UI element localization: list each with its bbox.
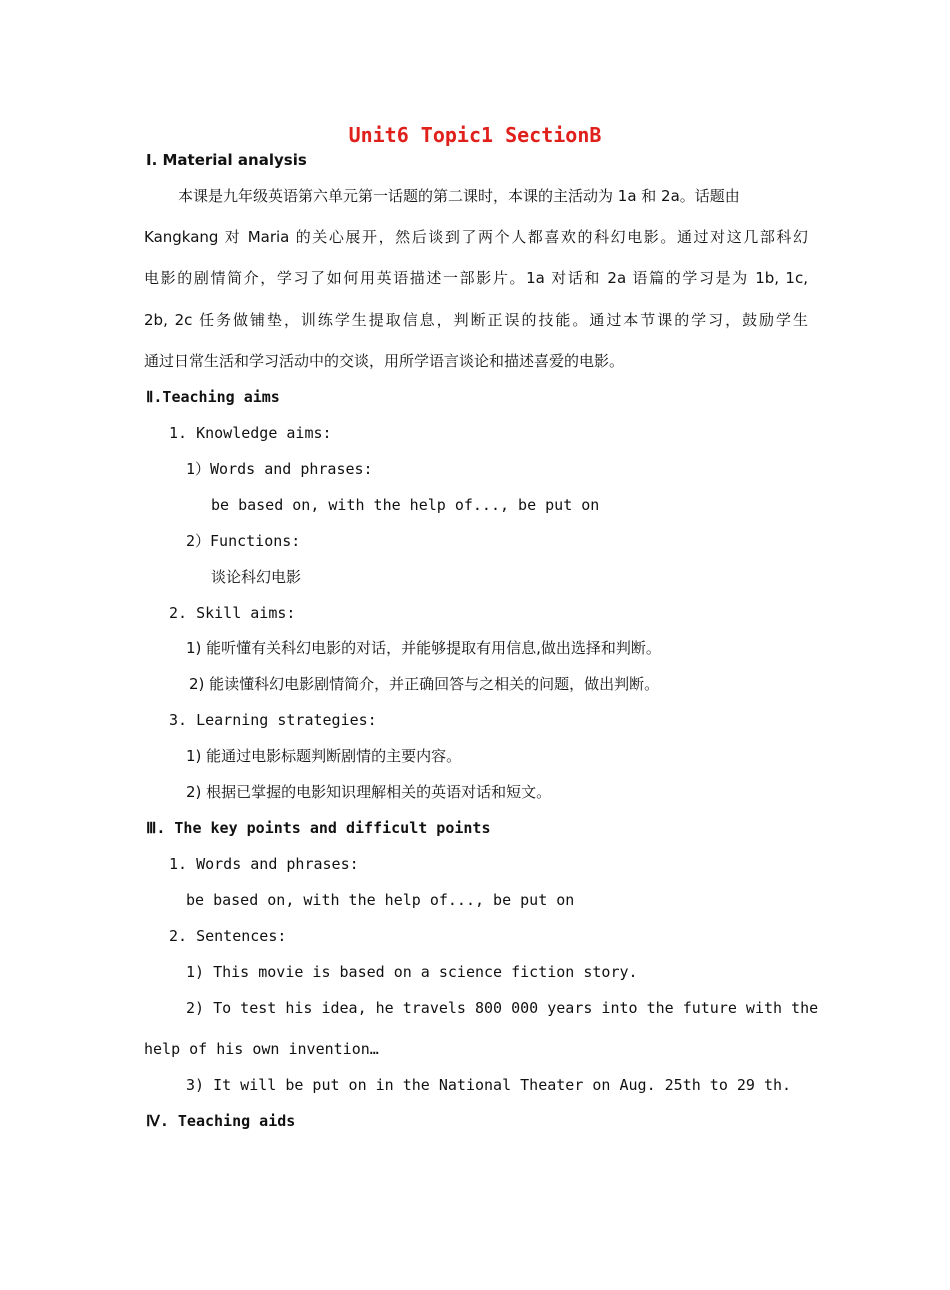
learning-strategies-label: 3. Learning strategies: bbox=[169, 711, 377, 729]
skill-aim-1: 1) 能听懂有关科幻电影的对话，并能够提取有用信息,做出选择和判断。 bbox=[186, 639, 661, 657]
analysis-line-5: 通过日常生活和学习活动中的交谈，用所学语言谈论和描述喜爱的电影。 bbox=[144, 352, 625, 370]
analysis-line-3: 电影的剧情简介，学习了如何用英语描述一部影片。1a 对话和 2a 语篇的学习是为 1b, 1c, bbox=[144, 269, 808, 287]
words-phrases-label: 1）Words and phrases: bbox=[186, 460, 373, 478]
sentence-3: 3) It will be put on in the National Theater on Aug. 25th to 29 th. bbox=[186, 1076, 792, 1094]
key-words-label: 1. Words and phrases: bbox=[169, 855, 359, 873]
analysis-line-4: 2b, 2c 任务做铺垫，训练学生提取信息，判断正误的技能。通过本节课的学习，鼓励学生 bbox=[144, 311, 808, 329]
sentences-label: 2. Sentences: bbox=[169, 927, 287, 945]
sentence-1: 1) This movie is based on a science fiction story. bbox=[186, 963, 638, 981]
analysis-line-2: Kangkang 对 Maria 的关心展开，然后谈到了两个人都喜欢的科幻电影。通过对这几部科幻 bbox=[144, 228, 808, 246]
section-2-heading: Ⅱ.Teaching aims bbox=[146, 388, 280, 406]
analysis-line-1: 本课是九年级英语第六单元第一话题的第二课时，本课的主活动为 1a 和 2a。话题由 bbox=[178, 187, 740, 205]
words-phrases-text: be based on, with the help of..., be put on bbox=[211, 496, 600, 514]
section-1-heading: Ⅰ. Material analysis bbox=[146, 151, 307, 169]
skill-aim-2: 2) 能读懂科幻电影剧情简介，并正确回答与之相关的问题，做出判断。 bbox=[189, 675, 660, 693]
section-3-heading: Ⅲ. The key points and difficult points bbox=[146, 819, 491, 837]
document-title: Unit6 Topic1 SectionB bbox=[348, 123, 602, 147]
sentence-2-line-1: 2) To test his idea, he travels 800 000 years into the future with the bbox=[186, 999, 819, 1017]
strategy-2: 2) 根据已掌握的电影知识理解相关的英语对话和短文。 bbox=[186, 783, 552, 801]
sentence-2-line-2: help of his own invention… bbox=[144, 1040, 379, 1058]
strategy-1: 1) 能通过电影标题判断剧情的主要内容。 bbox=[186, 747, 462, 765]
functions-text: 谈论科幻电影 bbox=[211, 568, 302, 586]
key-words-text: be based on, with the help of..., be put on bbox=[186, 891, 575, 909]
section-4-heading: Ⅳ. Teaching aids bbox=[146, 1112, 296, 1130]
skill-aims-label: 2. Skill aims: bbox=[169, 604, 296, 622]
functions-label: 2）Functions: bbox=[186, 532, 301, 550]
knowledge-aims-label: 1. Knowledge aims: bbox=[169, 424, 332, 442]
